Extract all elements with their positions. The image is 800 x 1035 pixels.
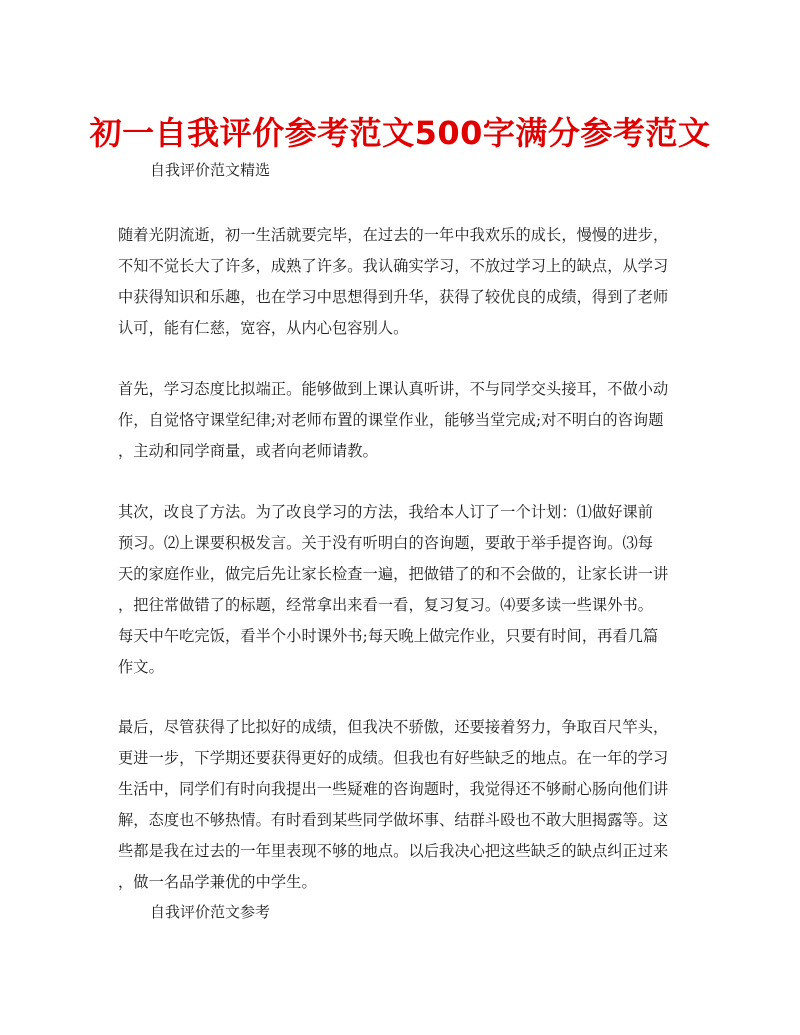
paragraph-first — [118, 374, 690, 467]
paragraph-line: 认可，能有仁慈，宽容，从内心包容别人。 — [118, 319, 409, 337]
paragraph-line: 作，自觉恪守课堂纪律;对老师布置的课堂作业，能够当堂完成;对不明白的咨询题 — [118, 411, 664, 429]
paragraph-line: 更进一步，下学期还要获得更好的成绩。但我也有好些缺乏的地点。在一年的学习 — [118, 749, 669, 767]
paragraph-line: 每天中午吃完饭，看半个小时课外书;每天晚上做完作业，只要有时间，再看几篇 — [118, 627, 659, 645]
paragraph-last — [118, 712, 690, 898]
paragraph-line: 不知不觉长大了许多，成熟了许多。我认确实学习，不放过学习上的缺点，从学习 — [118, 257, 669, 275]
document-title: 初一自我评价参考范文500字满分参考范文 — [89, 114, 711, 152]
paragraph-line: 最后，尽管获得了比拟好的成绩，但我决不骄傲，还要接着努力，争取百尺竿头， — [118, 718, 669, 736]
paragraph-line: 预习。⑵上课要积极发言。关于没有听明白的咨询题，要敢于举手提咨询。⑶每 — [118, 534, 654, 552]
paragraph-line: 随着光阴流逝，初一生活就要完毕，在过去的一年中我欢乐的成长，慢慢的进步， — [118, 226, 669, 244]
paragraph-line: 生活中，同学们有时向我提出一些疑难的咨询题时，我觉得还不够耐心肠向他们讲 — [118, 780, 669, 798]
section-heading-reference-samples: 自我评价范文参考 — [150, 903, 271, 921]
paragraph-line: ，做一名品学兼优的中学生。 — [118, 873, 317, 891]
paragraph-line: 首先，学习态度比拟端正。能够做到上课认真听讲，不与同学交头接耳，不做小动 — [118, 380, 669, 398]
paragraph-line: 中获得知识和乐趣，也在学习中思想得到升华，获得了较优良的成绩，得到了老师 — [118, 288, 669, 306]
paragraph-second — [118, 497, 690, 683]
paragraph-line: 解，态度也不够热情。有时看到某些同学做坏事、结群斗殴也不敢大胆揭露等。这 — [118, 811, 669, 829]
section-heading-selected-samples: 自我评价范文精选 — [150, 161, 271, 179]
paragraph-intro — [118, 220, 690, 344]
paragraph-line: 其次，改良了方法。为了改良学习的方法，我给本人订了一个计划：⑴做好课前 — [118, 503, 654, 521]
paragraph-line: 些都是我在过去的一年里表现不够的地点。以后我决心把这些缺乏的缺点纠正过来 — [118, 842, 669, 860]
paragraph-line: 天的家庭作业，做完后先让家长检查一遍，把做错了的和不会做的，让家长讲一讲 — [118, 565, 669, 583]
paragraph-line: ，把往常做错了的标题，经常拿出来看一看，复习复习。⑷要多读一些课外书。 — [118, 596, 654, 614]
paragraph-line: 作文。 — [118, 658, 164, 676]
paragraph-line: ，主动和同学商量，或者向老师请教。 — [118, 442, 378, 460]
